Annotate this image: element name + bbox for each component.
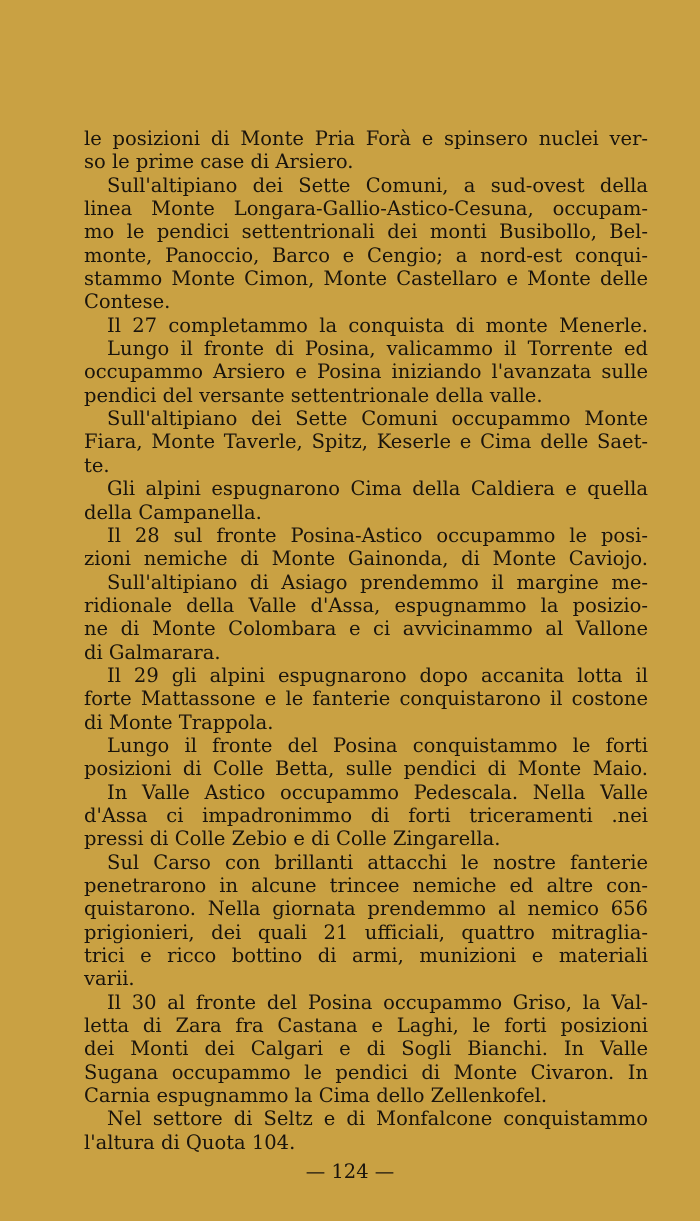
text-line: linea Monte Longara-Gallio-Astico-Cesuna, occupam- xyxy=(84,197,648,221)
text-line: te. xyxy=(84,453,110,477)
page-number: — 124 — xyxy=(305,1160,395,1183)
body-text xyxy=(84,127,648,1154)
text-line: penetrarono in alcune trincee nemiche ed altre con- xyxy=(84,874,648,897)
text-line: di Galmarara. xyxy=(84,640,221,664)
text-line: mo le pendici settentrionali dei monti Busibollo, Bel- xyxy=(84,220,648,244)
text-line: quistarono. Nella giornata prendemmo al nemico 656 xyxy=(84,897,648,921)
text-line: Il 29 gli alpini espugnarono dopo accanita lotta il xyxy=(107,663,648,687)
text-line: Il 28 sul fronte Posina-Astico occupammo le posi- xyxy=(107,523,648,547)
text-line: pendici del versante settentrionale della valle. xyxy=(84,383,543,407)
text-line: stammo Monte Cimon, Monte Castellaro e Monte delle xyxy=(84,267,648,291)
text-line: prigionieri, dei quali 21 ufficiali, quattro mitraglia- xyxy=(84,920,648,944)
text-line: Sugana occupammo le pendici di Monte Civaron. In xyxy=(84,1060,648,1084)
text-line: monte, Panoccio, Barco e Cengio; a nord-est conqui- xyxy=(84,243,648,267)
text-line: posizioni di Colle Betta, sulle pendici di Monte Maio. xyxy=(84,757,648,781)
text-line: Il 27 completammo la conquista di monte Menerle. xyxy=(107,313,648,337)
text-line: Sull'altipiano dei Sette Comuni, a sud-ovest della xyxy=(107,173,648,197)
text-line: della Campanella. xyxy=(84,500,262,524)
text-line: Lungo il fronte del Posina conquistammo le forti xyxy=(107,733,648,757)
text-line: trici e ricco bottino di armi, munizioni e materiali xyxy=(84,944,648,968)
text-line: Il 30 al fronte del Posina occupammo Griso, la Val- xyxy=(107,990,648,1014)
text-line: d'Assa ci impadronimmo di forti triceramenti .nei xyxy=(84,803,648,827)
text-line: In Valle Astico occupammo Pedescala. Nella Valle xyxy=(107,780,648,804)
text-line: Carnia espugnammo la Cima dello Zellenkofel. xyxy=(84,1084,548,1108)
text-line: Sull'altipiano di Asiago prendemmo il margine me- xyxy=(107,570,648,594)
text-line: ne di Monte Colombara e ci avvicinammo al Vallone xyxy=(84,617,648,641)
text-line: varii. xyxy=(84,967,135,991)
text-line: so le prime case di Arsiero. xyxy=(84,150,354,174)
text-line: Contese. xyxy=(84,290,171,314)
text-line: pressi di Colle Zebio e di Colle Zingarella. xyxy=(84,827,501,851)
text-line: Fiara, Monte Taverle, Spitz, Keserle e Cima delle Saet- xyxy=(84,430,648,454)
text-line: letta di Zara fra Castana e Laghi, le forti posizioni xyxy=(84,1014,648,1038)
text-line: dei Monti dei Calgari e di Sogli Bianchi. In Valle xyxy=(84,1037,648,1061)
text-line: Sul Carso con brillanti attacchi le nostre fanterie xyxy=(107,850,648,874)
text-line: di Monte Trappola. xyxy=(84,710,274,734)
text-line: Lungo il fronte di Posina, valicammo il Torrente ed xyxy=(107,337,648,361)
text-line: zioni nemiche di Monte Gainonda, di Monte Caviojo. xyxy=(84,547,648,571)
text-line: Sull'altipiano dei Sette Comuni occupammo Monte xyxy=(107,407,648,431)
text-line: le posizioni di Monte Pria Forà e spinsero nuclei ver- xyxy=(84,127,648,150)
text-line: Nel settore di Seltz e di Monfalcone conquistammo xyxy=(107,1107,648,1131)
text-line: occupammo Arsiero e Posina iniziando l'avanzata sulle xyxy=(84,360,648,384)
text-line: Gli alpini espugnarono Cima della Caldiera e quella xyxy=(107,477,648,501)
text-line: ridionale della Valle d'Assa, espugnammo la posizio- xyxy=(84,593,648,617)
text-line: l'altura di Quota 104. xyxy=(84,1130,296,1154)
text-line: forte Mattassone e le fanterie conquistarono il costone xyxy=(84,687,648,711)
